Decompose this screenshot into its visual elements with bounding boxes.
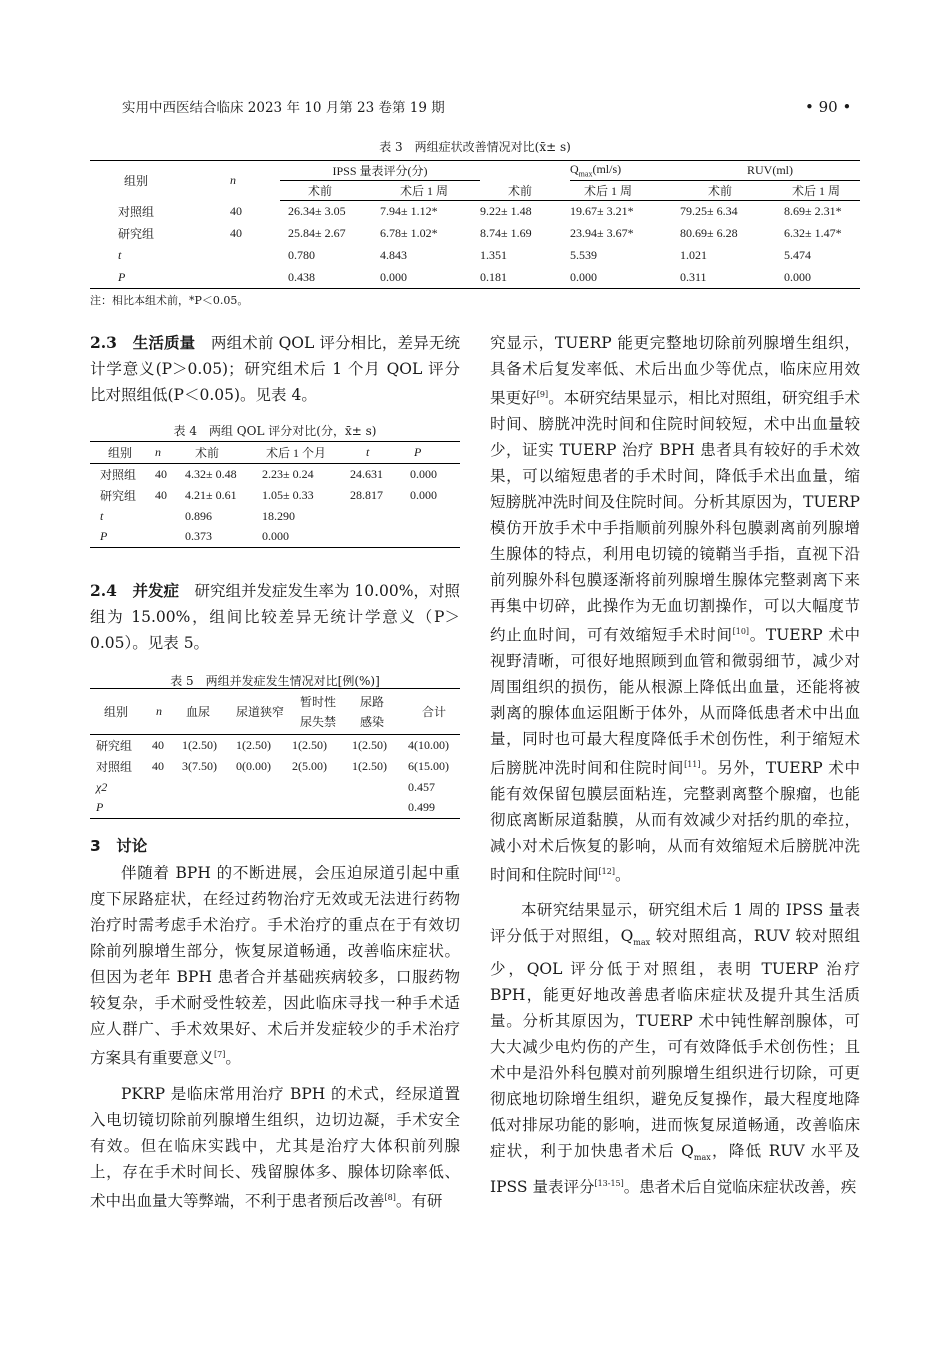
table-cell: 1.05± 0.33 [262, 487, 314, 502]
t3-sub-head: 术后 1 周 [570, 181, 680, 201]
table-cell: 26.34± 3.05 [288, 204, 346, 219]
table-cell: 0(0.00) [236, 758, 271, 773]
table-cell: 28.817 [350, 487, 383, 502]
table-cell: 0.000 [570, 267, 680, 289]
t3-sub-head: 术前 [680, 181, 770, 201]
paragraph: PKRP 是临床常用治疗 BPH 的术式，经尿道置入电切镜切除前列腺增生组织，边切边凝，手术安全有效。但在临床实践中，尤其是治疗大体积前列腺上，存在手术时间长、残留腺体多、腺体切除率低、术中出血量大等弊端，不利于患者预后改善[8]。有研 [90, 1085, 460, 1211]
table-cell: 9.22± 1.48 [480, 204, 532, 219]
table-cell: 24.631 [350, 466, 383, 481]
table-cell: 4.32± 0.48 [185, 466, 237, 481]
table-cell: 组别 [90, 689, 150, 735]
table-cell: 79.25± 6.34 [680, 204, 738, 219]
table-cell [150, 798, 176, 819]
table-cell [410, 527, 460, 548]
table-row [90, 267, 860, 289]
table-cell: 0.780 [288, 248, 315, 262]
table-cell: P [90, 267, 190, 289]
table-cell: 5.539 [570, 248, 597, 262]
table-cell: 尿路 感染 [352, 689, 404, 735]
table-cell [410, 506, 460, 527]
table-cell: 40 [155, 466, 167, 481]
table-cell: 6(15.00) [408, 758, 449, 773]
t3-sub-head: 术后 1 周 [380, 181, 480, 201]
t3-sub-head: 术后 1 周 [770, 181, 860, 201]
table-cell: 6.78± 1.02* [380, 226, 438, 240]
table-cell: 对照组 [96, 759, 133, 774]
table-cell [150, 777, 176, 798]
table-cell [292, 777, 352, 798]
table-cell: 0.499 [404, 798, 460, 819]
paragraph: 本研究结果显示，研究组术后 1 周的 IPSS 量表评分低于对照组，$Q_{max}$ 较对照组高，RUV 较对照组少，QOL 评分低于对照组，表明 TUERP 治疗 BPH，能更好地改善患者临床症状及提升其生活质量。分析其原因为，TUERP 术中钝性解剖腺体，可大大减少电灼伤的产生，可有效降低手术创伤性；且术中是沿外科包膜对前列腺增生组织进行切除，可更彻底地切除增生组织，避免反复操作，最大程度地降低对排尿功能的影响，进而恢复尿道畅通，改善临床症状，利于加快患者术后 $Q_{max}$，降低 RUV 水平及 IPSS 量表评分[13-15]。患者术后自觉临床症状改善，疾 [490, 900, 860, 1196]
table-cell [350, 506, 410, 527]
table-cell: t [350, 442, 410, 464]
table-cell: 1(2.50) [352, 758, 387, 773]
table-cell: 1(2.50) [236, 737, 271, 752]
table-cell: 0.438 [280, 267, 380, 289]
table-cell: t [118, 248, 122, 262]
table-cell: 0.000 [380, 267, 480, 289]
table-cell: 8.69± 2.31* [784, 204, 842, 219]
table-cell: 0.896 [185, 508, 212, 523]
body-text: 研究组并发症发生率为 10.00%，对照组为 15.00%，组间比较差异无统计学意义（P＞0.05）。见表 5。 [90, 582, 461, 652]
table-cell: 19.67± 3.21* [570, 204, 634, 219]
table-cell: 7.94± 1.12* [380, 204, 438, 219]
t3-group-head: 组别 [90, 161, 190, 201]
right-column [490, 330, 860, 1200]
table-cell: χ2 [96, 779, 108, 794]
table5-caption: 表 5 两组并发症发生情况对比[例(%)] [170, 674, 380, 688]
table-cell: 40 [152, 737, 164, 752]
t3-ruv-head: RUV(ml) [680, 161, 860, 181]
table-cell [155, 506, 179, 527]
table3-note: 注：相比本组术前，*P＜0.05。 [90, 294, 249, 307]
table-cell: 40 [230, 204, 242, 218]
table-cell: P [90, 798, 150, 819]
table-cell [350, 527, 410, 548]
table-row [90, 756, 460, 777]
paragraph: 伴随着 BPH 的不断进展，会压迫尿道引起中重度下尿路症状，在经过药物治疗无效或无法进行药物治疗时需考虑手术治疗。手术治疗的重点在于有效切除前列腺增生部分，恢复尿道畅通，改善临床症状。但因为老年 BPH 患者合并基础疾病较多，口服药物较复杂，手术耐受性较差，因此临床寻找一种手术适应人群广、手术效果好、术后并发症较少的手术治疗方案具有重要意义[7]。 [90, 864, 460, 1068]
table-cell: 4.843 [380, 248, 407, 262]
table-cell: 合计 [404, 689, 460, 735]
section-heading: 2.3 生活质量 [90, 333, 196, 352]
table-cell: 暂时性 尿失禁 [292, 689, 352, 735]
table-cell: 40 [230, 226, 242, 240]
table5 [90, 688, 460, 819]
table-cell [190, 245, 280, 267]
table-cell: 术前 [179, 442, 262, 464]
table-cell: 0.373 [179, 527, 262, 548]
table-cell: 1(2.50) [352, 737, 387, 752]
table-cell: P [410, 442, 460, 464]
journal-header: 实用中西医结合临床 2023 年 10 月第 23 卷第 19 期 [122, 100, 445, 116]
table-cell: 80.69± 6.28 [680, 226, 738, 240]
table-row [90, 201, 860, 223]
table-cell: 4.21± 0.61 [185, 487, 237, 502]
table-cell [352, 798, 404, 819]
t3-qmax-head: $Q_{max}(ml/s)$ [570, 161, 680, 181]
table-cell: 40 [152, 758, 164, 773]
table-cell: 5.474 [784, 248, 811, 262]
table-cell: 8.74± 1.69 [480, 226, 532, 240]
table-cell [352, 777, 404, 798]
table-cell: 23.94± 3.67* [570, 226, 634, 240]
table-cell: 40 [155, 487, 167, 502]
table-cell: n [155, 442, 179, 464]
table-cell [292, 798, 352, 819]
table-cell: 对照组 [118, 205, 155, 219]
table-cell: 组别 [90, 442, 155, 464]
table-cell: 0.457 [408, 779, 435, 794]
table-row [90, 777, 460, 798]
table-cell: P [90, 527, 155, 548]
table-cell: 18.290 [262, 508, 295, 523]
table-row [90, 527, 460, 548]
paragraph: 究显示，TUERP 能更完整地切除前列腺增生组织，具备术后复发率低、术后出血少等优点，临床应用效果更好[9]。本研究结果显示，相比对照组，研究组手术时间、膀胱冲洗时间和住院时间较短，术中出血量较少，证实 TUERP 治疗 BPH 患者具有较好的手术效果，可以缩短患者的手术时间，降低手术出血量，缩短膀胱冲洗时间及住院时间。分析其原因为，TUERP 模仿开放手术中手指顺前列腺外科包膜剥离前列腺增生腺体的特点，利用电切镜的镜鞘当手指，直视下沿前列腺外科包膜逐渐将前列腺增生腺体完整剥离下来再集中切碎，此操作为无血切割操作，可以大幅度节约止血时间，可有效缩短手术时间[10]。TUERP 术中视野清晰，可很好地照顾到血管和微弱细节，减少对周围组织的损伤，能从根源上降低出血量，还能将被剥离的腺体血运阻断于体外，从而降低患者术中出血量，同时也可最大程度降低手术创伤性，利于缩短术后膀胱冲洗时间和住院时间[11]。另外，TUERP 术中能有效保留包膜层面粘连，完整剥离整个腺瘤，也能彻底离断尿道黏膜，从而有效减少对括约肌的牵拉，减小对术后恢复的影响，从而有效缩短术后膀胱冲洗时间和住院时间[12]。 [490, 334, 860, 885]
table-row [90, 245, 860, 267]
table4 [90, 441, 460, 548]
table-row [90, 506, 460, 527]
table-cell: 2.23± 0.24 [262, 466, 314, 481]
section-3-body [90, 860, 460, 1214]
table-row [90, 735, 460, 756]
table-cell: 0.000 [262, 527, 350, 548]
t3-sub-head: 术前 [480, 181, 570, 201]
section-2-3 [90, 330, 460, 408]
table-cell: 0.000 [410, 466, 437, 481]
table-cell: 研究组 [100, 488, 137, 503]
table-cell [190, 267, 280, 289]
table-cell: 3(7.50) [182, 758, 217, 773]
table-cell [480, 161, 570, 181]
table-cell: 1(2.50) [182, 737, 217, 752]
table-cell: 1.351 [480, 248, 507, 262]
page-number: • 90 • [805, 98, 852, 116]
table-row [90, 223, 860, 245]
body-text: 两组术前 QOL 评分相比，差异无统计学意义(P＞0.05)；研究组术后 1 个月 QOL 评分比对照组低(P＜0.05)。见表 4。 [90, 334, 460, 404]
table-row [90, 464, 460, 485]
section-2-4 [90, 578, 460, 656]
table4-caption: 表 4 两组 QOL 评分对比(分，x̄± s) [173, 424, 377, 438]
table-cell: 术后 1 个月 [262, 442, 350, 464]
table-cell: 研究组 [118, 227, 155, 241]
table-cell: 0.311 [680, 267, 770, 289]
t3-n-head: n [190, 161, 280, 201]
table-cell [176, 777, 230, 798]
table-cell [155, 527, 179, 548]
table3-caption: 表 3 两组症状改善情况对比(x̄± s) [379, 140, 571, 154]
table-cell: 尿道狭窄 [230, 689, 292, 735]
section-heading: 2.4 并发症 [90, 581, 179, 600]
table-cell: 1.021 [680, 248, 707, 262]
table-cell: 25.84± 2.67 [288, 226, 346, 240]
table-cell [176, 798, 230, 819]
t3-ipss-head: IPSS 量表评分(分) [280, 161, 480, 181]
t3-sub-head: 术前 [280, 181, 380, 201]
table-cell: 1(2.50) [292, 737, 327, 752]
table-cell: 2(5.00) [292, 758, 327, 773]
table-cell: 0.000 [770, 267, 860, 289]
table-row [90, 798, 460, 819]
table-cell [230, 777, 292, 798]
table-cell: n [150, 689, 176, 735]
table-cell: 血尿 [176, 689, 230, 735]
table-cell [230, 798, 292, 819]
table-row [90, 485, 460, 506]
table-cell: 4(10.00) [408, 737, 449, 752]
table-cell: 研究组 [96, 738, 133, 753]
table-cell: 6.32± 1.47* [784, 226, 842, 240]
table-cell: 对照组 [100, 467, 137, 482]
section-3-heading: 3 讨论 [90, 837, 148, 855]
table-cell: 0.181 [480, 267, 570, 289]
table-cell: t [100, 508, 104, 523]
table-cell: 0.000 [410, 487, 437, 502]
table3 [90, 160, 860, 289]
